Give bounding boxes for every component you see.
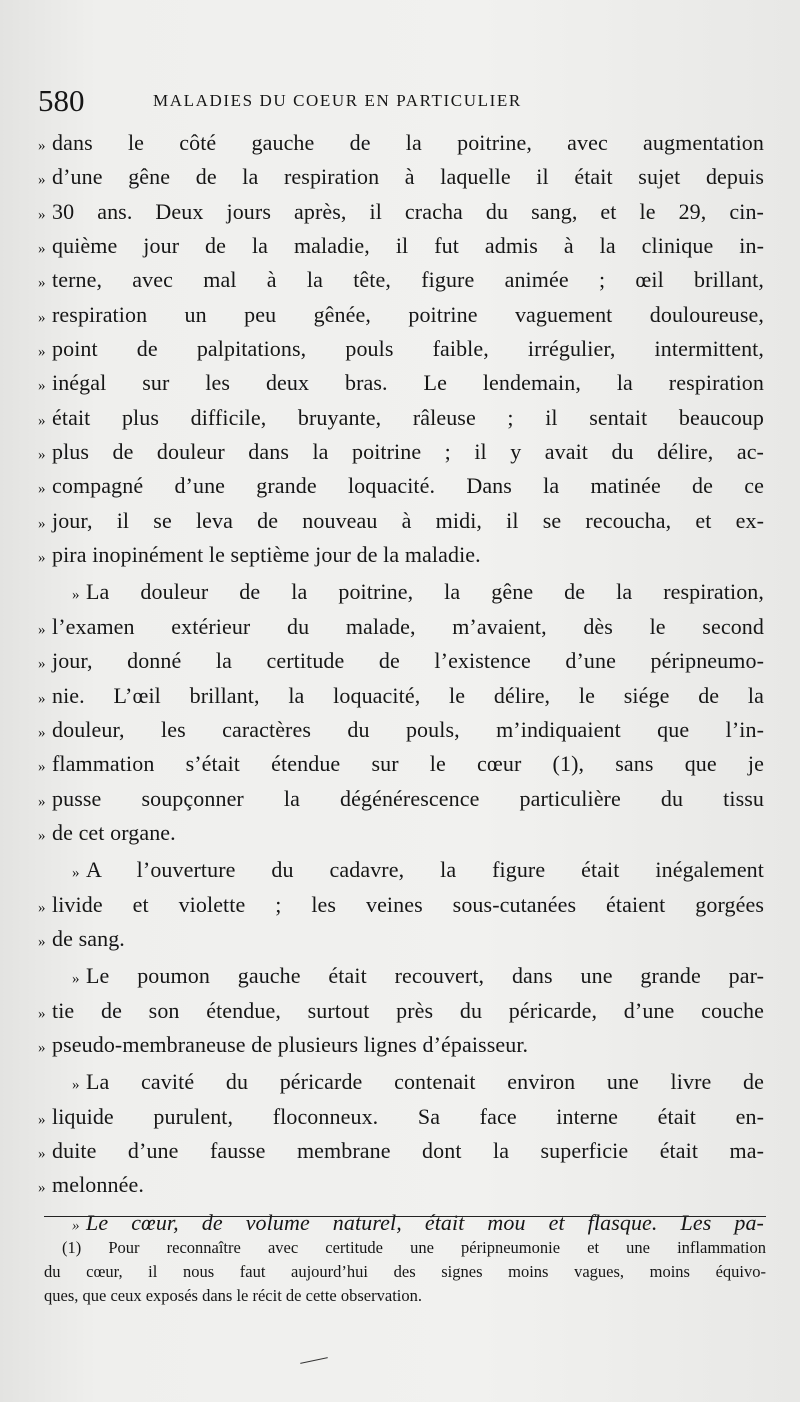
text-line — [38, 332, 764, 366]
text-line — [38, 1100, 764, 1134]
text-line — [38, 366, 764, 400]
line-text: flammation s’était étendue sur le cœur (1), sans que je — [52, 751, 764, 777]
text-line — [38, 922, 764, 956]
line-text: point de palpitations, pouls faible, irrégulier, intermittent, — [52, 336, 764, 362]
line-text: 30 ans. Deux jours après, il cracha du sang, et le 29, cin- — [52, 198, 764, 224]
quote-mark: » — [72, 587, 80, 604]
footnote-rule — [44, 1216, 766, 1217]
quote-mark: » — [38, 481, 46, 498]
quote-mark: » — [72, 1217, 80, 1234]
quote-mark: » — [72, 971, 80, 988]
quote-mark: » — [72, 865, 80, 882]
quote-mark: » — [38, 724, 46, 741]
line-text: pseudo-membraneuse de plusieurs lignes d’épaisseur. — [52, 1031, 529, 1057]
line-text: respiration un peu gênée, poitrine vaguement douloureuse, — [52, 301, 764, 327]
quote-mark: » — [38, 309, 46, 326]
text-line — [38, 713, 764, 747]
text-line — [38, 679, 764, 713]
line-text: de sang. — [52, 925, 125, 951]
quote-mark: » — [72, 1077, 80, 1094]
line-text: quième jour de la maladie, il fut admis à la clinique in- — [52, 233, 764, 259]
line-text: La cavité du péricarde contenait environ une livre de — [86, 1069, 764, 1095]
line-text: plus de douleur dans la poitrine ; il y avait du délire, ac- — [52, 439, 764, 465]
line-text: jour, donné la certitude de l’existence d’une péripneumo- — [52, 648, 764, 674]
text-line — [38, 195, 764, 229]
quote-mark: » — [38, 656, 46, 673]
text-line — [38, 401, 764, 435]
text-line — [38, 263, 764, 297]
quote-mark: » — [38, 515, 46, 532]
quote-mark: » — [38, 206, 46, 223]
text-line — [38, 816, 764, 850]
text-line — [38, 782, 764, 816]
stray-mark — [300, 1357, 328, 1364]
line-text: jour, il se leva de nouveau à midi, il se recoucha, et ex- — [52, 507, 764, 533]
quote-mark: » — [38, 690, 46, 707]
line-text: La douleur de la poitrine, la gêne de la respiration, — [86, 579, 764, 605]
quote-mark: » — [38, 550, 46, 567]
footnote-line: (1) Pour reconnaître avec certitude une péripneumonie et une inflammation — [62, 1238, 766, 1257]
text-line — [38, 853, 764, 887]
quote-mark: » — [38, 899, 46, 916]
text-line — [38, 126, 764, 160]
line-text: Le cœur, de volume naturel, était mou et flasque. Les pa- — [86, 1209, 764, 1235]
page-number: 580 — [38, 83, 85, 118]
quote-mark: » — [38, 344, 46, 361]
quote-mark: » — [38, 1111, 46, 1128]
quote-mark: » — [38, 827, 46, 844]
line-text: tie de son étendue, surtout près du péricarde, d’une couche — [52, 997, 764, 1023]
line-text: compagné d’une grande loquacité. Dans la matinée de ce — [52, 473, 764, 499]
line-text: melonnée. — [52, 1172, 144, 1198]
quote-mark: » — [38, 275, 46, 292]
text-line — [38, 1065, 764, 1099]
line-text: dans le côté gauche de la poitrine, avec augmentation — [52, 130, 764, 155]
quote-mark: » — [38, 621, 46, 638]
text-line — [38, 229, 764, 263]
line-text: A l’ouverture du cadavre, la figure était inégalement — [86, 857, 764, 883]
text-line — [38, 504, 764, 538]
line-text: douleur, les caractères du pouls, m’indiquaient que l’in- — [52, 716, 764, 742]
running-head: MALADIES DU COEUR EN PARTICULIER — [153, 91, 522, 110]
line-text: pusse soupçonner la dégénérescence particulière du tissu — [52, 785, 764, 811]
quote-mark: » — [38, 412, 46, 429]
quote-mark: » — [38, 759, 46, 776]
line-text: terne, avec mal à la tête, figure animée ; œil brillant, — [52, 267, 764, 293]
text-line — [38, 1028, 764, 1062]
body-text — [38, 126, 764, 1240]
text-line — [38, 538, 764, 572]
line-text: était plus difficile, bruyante, râleuse ; il sentait beaucoup — [52, 404, 764, 430]
quote-mark: » — [38, 172, 46, 189]
quote-mark: » — [38, 241, 46, 258]
line-text: de cet organe. — [52, 819, 176, 845]
quote-mark: » — [38, 378, 46, 395]
text-line — [38, 160, 764, 194]
text-line — [38, 959, 764, 993]
text-line — [38, 888, 764, 922]
footnote-line: ques, que ceux exposés dans le récit de cette observation. — [44, 1286, 422, 1305]
quote-mark: » — [38, 793, 46, 810]
page-header — [38, 84, 758, 118]
text-line — [38, 1134, 764, 1168]
line-text: Le poumon gauche était recouvert, dans une grande par- — [86, 963, 764, 989]
line-text: pira inopinément le septième jour de la maladie. — [52, 542, 481, 568]
quote-mark: » — [38, 1005, 46, 1022]
line-text: inégal sur les deux bras. Le lendemain, la respiration — [52, 370, 764, 396]
text-line — [38, 469, 764, 503]
quote-mark: » — [38, 1180, 46, 1197]
text-line — [38, 298, 764, 332]
text-line — [38, 747, 764, 781]
quote-mark: » — [38, 1039, 46, 1056]
quote-mark: » — [38, 447, 46, 464]
line-text: d’une gêne de la respiration à laquelle il était sujet depuis — [52, 164, 764, 190]
line-text: nie. L’œil brillant, la loquacité, le délire, le siége de la — [52, 682, 764, 708]
line-text: duite d’une fausse membrane dont la superficie était ma- — [52, 1137, 764, 1163]
line-text: l’examen extérieur du malade, m’avaient, dès le second — [52, 613, 764, 639]
footnote — [44, 1236, 766, 1308]
line-text: livide et violette ; les veines sous-cutanées étaient gorgées — [52, 891, 764, 917]
text-line — [38, 1206, 764, 1240]
text-line — [38, 610, 764, 644]
line-text: liquide purulent, floconneux. Sa face interne était en- — [52, 1103, 764, 1129]
text-line — [38, 575, 764, 609]
footnote-line: du cœur, il nous faut aujourd’hui des signes moins vagues, moins équivo- — [44, 1262, 766, 1281]
text-line — [38, 1168, 764, 1202]
quote-mark: » — [38, 1145, 46, 1162]
quote-mark: » — [38, 933, 46, 950]
quote-mark: » — [38, 138, 46, 154]
text-line — [38, 994, 764, 1028]
text-line — [38, 644, 764, 678]
text-line — [38, 435, 764, 469]
